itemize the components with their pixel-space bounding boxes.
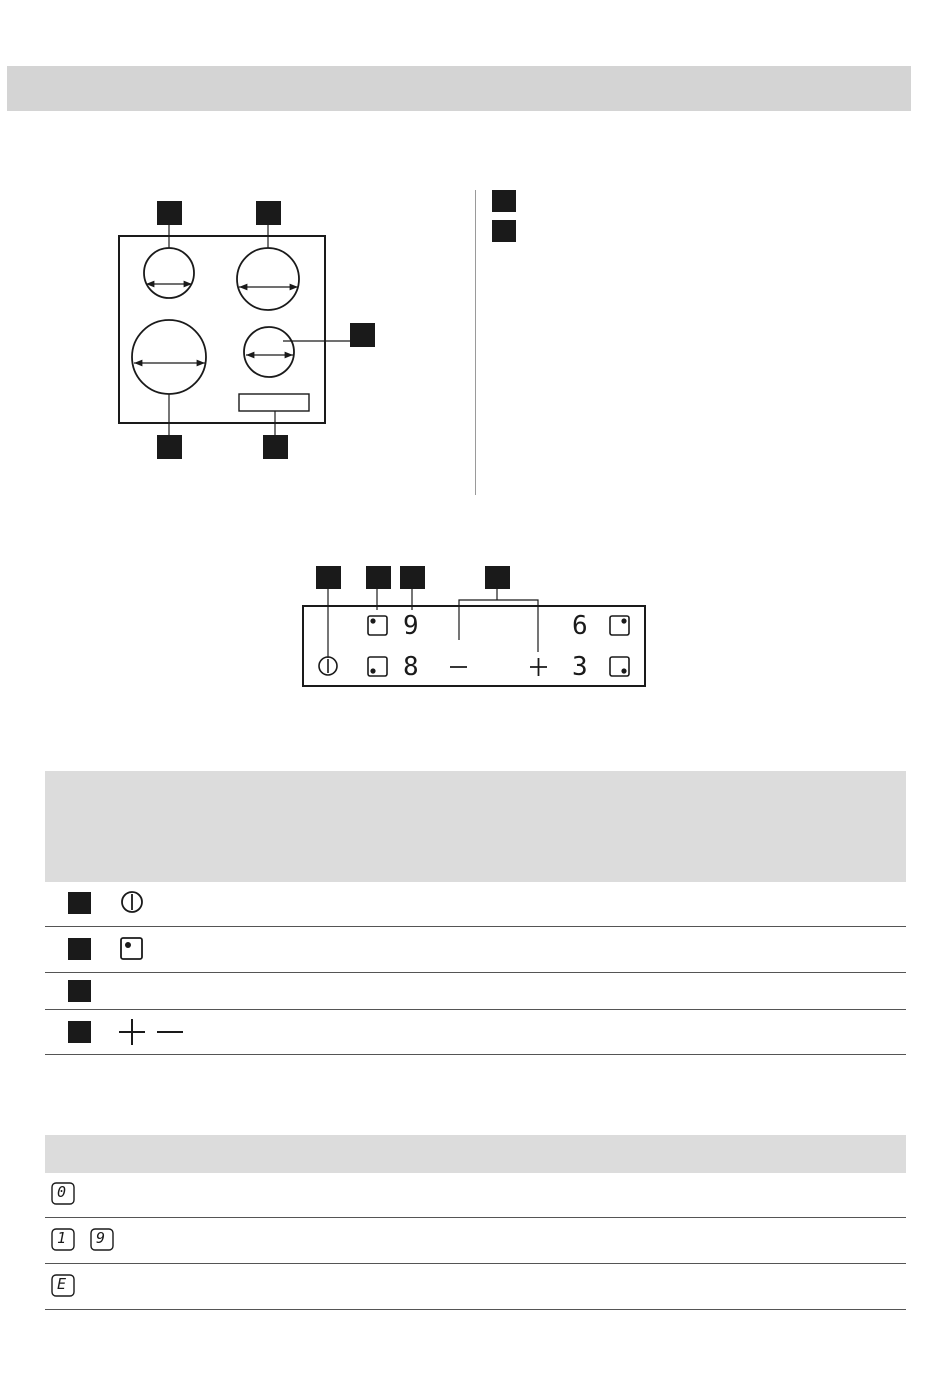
power-level-display: 9 <box>403 611 419 641</box>
table-row-divider <box>45 1309 906 1310</box>
power-level-display: 6 <box>572 611 588 641</box>
row-marker <box>68 1021 91 1043</box>
cooking-zone-rear-left <box>144 248 194 298</box>
table-row-divider <box>45 1217 906 1218</box>
column-divider <box>475 190 476 495</box>
callout-marker <box>256 201 281 225</box>
callout-marker <box>157 201 182 225</box>
display-table-header <box>45 1135 906 1173</box>
row-marker <box>68 980 91 1002</box>
legend-marker <box>492 190 516 212</box>
display-code: 0 <box>57 1183 67 1201</box>
display-code: E <box>57 1275 67 1293</box>
cooking-zone-rear-right <box>237 248 299 310</box>
power-level-display: 8 <box>403 652 419 682</box>
cooking-zone-front-left <box>132 320 206 394</box>
row-marker <box>68 892 91 914</box>
table-row-divider <box>45 1009 906 1010</box>
callout-marker <box>400 566 425 589</box>
row-marker <box>68 938 91 960</box>
control-panel-diagram <box>0 540 950 710</box>
zone-select-icon <box>610 616 629 635</box>
display-code: 9 <box>96 1229 106 1247</box>
table-row-divider <box>45 972 906 973</box>
callout-marker <box>316 566 341 589</box>
callout-marker <box>263 435 288 459</box>
callout-marker <box>485 566 510 589</box>
cooking-zone-front-right <box>244 327 294 377</box>
zone-select-icon <box>118 935 146 963</box>
zone-select-icon <box>610 657 629 676</box>
plus-minus-icon <box>116 1017 188 1047</box>
cooktop-outline <box>119 236 325 423</box>
callout-marker <box>350 323 375 347</box>
control-panel-outline <box>303 606 645 686</box>
zone-select-icon <box>368 657 387 676</box>
power-level-display: 3 <box>572 652 588 682</box>
controls-table-header <box>45 771 906 882</box>
table-row-divider <box>45 1263 906 1264</box>
callout-marker <box>157 435 182 459</box>
callout-marker <box>366 566 391 589</box>
table-row-divider <box>45 1054 906 1055</box>
zone-select-icon <box>368 616 387 635</box>
table-row-divider <box>45 926 906 927</box>
legend-marker <box>492 220 516 242</box>
display-code: 1 <box>57 1229 67 1247</box>
control-panel-area <box>239 394 309 411</box>
power-icon <box>118 889 146 917</box>
